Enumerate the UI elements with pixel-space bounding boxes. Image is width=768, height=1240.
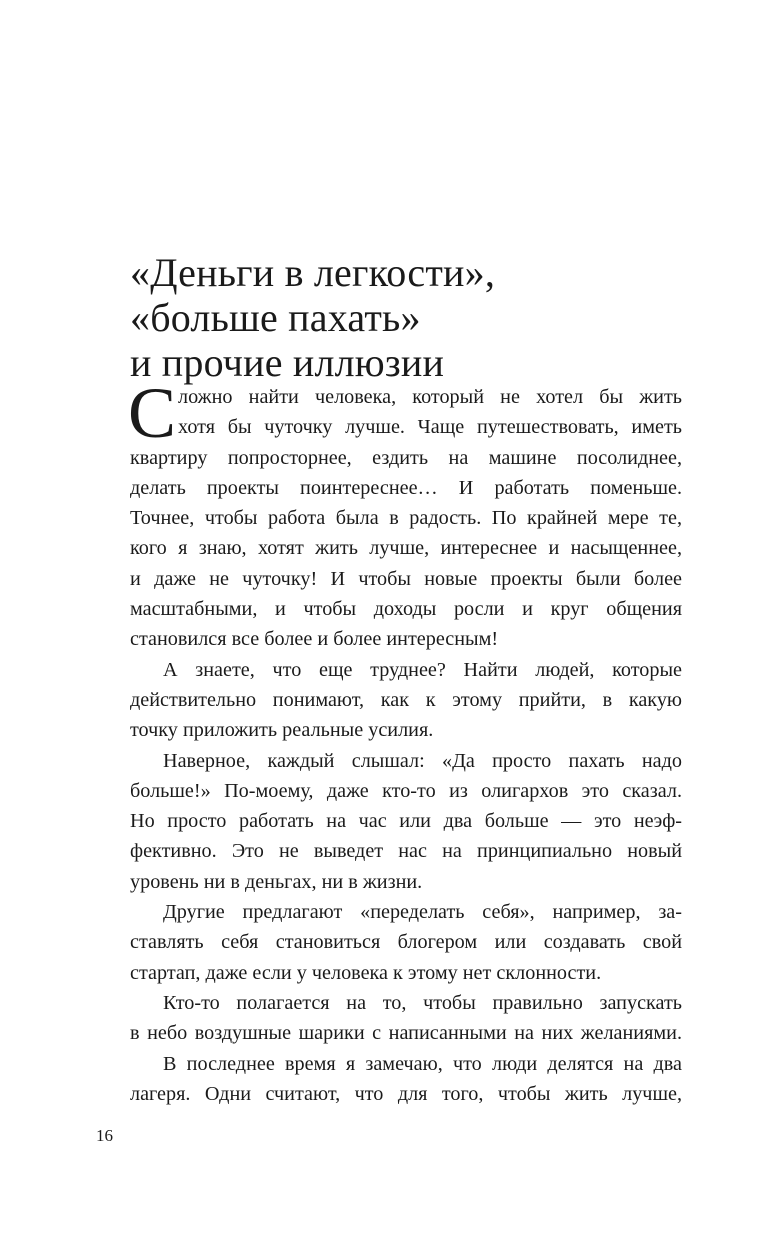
text-line: делать проекты поинтереснее… И работать поменьше.: [130, 476, 682, 499]
text-line: Наверное, каждый слышал: «Да просто пахать надо: [163, 749, 682, 772]
text-line: кого я знаю, хотят жить лучше, интереснее и насыщеннее,: [130, 537, 682, 560]
text-line: Кто-то полагается на то, чтобы правильно запускать: [163, 991, 682, 1014]
chapter-title-line-2: «больше пахать»: [130, 295, 421, 340]
text-line: уровень ни в деньгах, ни в жизни.: [130, 870, 423, 893]
text-line: масштабными, и чтобы доходы росли и круг общения: [130, 598, 682, 621]
text-line: В последнее время я замечаю, что люди делятся на два: [163, 1052, 682, 1075]
text-line: Другие предлагают «переделать себя», например, за-: [163, 901, 682, 924]
text-line: в небо воздушные шарики с написанными на них желаниями.: [130, 1022, 682, 1045]
text-line: лагеря. Одни считают, что для того, чтобы жить лучше,: [130, 1082, 682, 1105]
text-line: хотя бы чуточку лучше. Чаще путешествовать, иметь: [178, 416, 682, 439]
text-line: Точнее, чтобы работа была в радость. По крайней мере те,: [130, 507, 682, 530]
drop-cap: С: [128, 373, 177, 453]
text-line: А знаете, что еще труднее? Найти людей, которые: [163, 658, 682, 681]
text-line: фективно. Это не выведет нас на принципиально новый: [130, 840, 682, 863]
text-line: больше!» По-моему, даже кто-то из олигархов это сказал.: [130, 779, 682, 802]
text-line: квартиру попросторнее, ездить на машине посолиднее,: [130, 446, 682, 469]
chapter-title-line-3: и прочие иллюзии: [130, 340, 445, 385]
text-line: ложно найти человека, который не хотел бы жить: [178, 386, 682, 408]
text-line: точку приложить реальные усилия.: [130, 719, 434, 742]
body-text: [128, 373, 682, 1109]
text-line: ставлять себя становиться блогером или создавать свой: [130, 931, 682, 954]
chapter-title-line-1: «Деньги в легкости»,: [130, 250, 496, 295]
page-number: 16: [96, 1126, 113, 1145]
text-line: становился все более и более интересным!: [130, 628, 499, 651]
chapter-title: [130, 250, 730, 385]
text-line: Но просто работать на час или два больше — это неэф-: [130, 810, 682, 833]
text-line: стартап, даже если у человека к этому нет склонности.: [130, 961, 602, 984]
text-line: и даже не чуточку! И чтобы новые проекты были более: [130, 567, 682, 590]
text-line: действительно понимают, как к этому прийти, в какую: [130, 688, 682, 711]
